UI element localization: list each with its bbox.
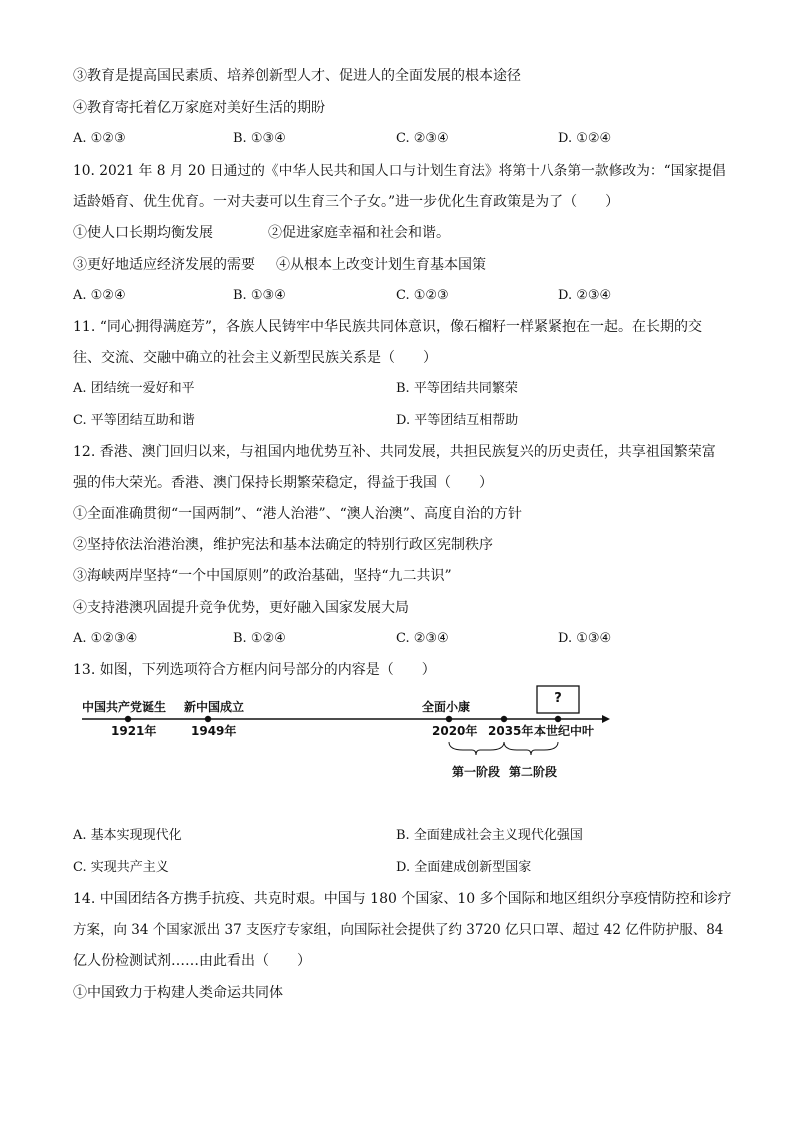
q9-option-c: C. ②③④ bbox=[396, 131, 449, 146]
stage-2-label: 第二阶段 bbox=[509, 765, 558, 779]
dot-1921 bbox=[125, 716, 131, 722]
stage-1-bracket bbox=[449, 742, 504, 755]
q12-option-b: B. ①②④ bbox=[233, 631, 286, 646]
q11-option-a: A. 团结统一爱好和平 bbox=[73, 381, 195, 396]
q13-stem: 13. 如图，下列选项符合方框内问号部分的内容是（ ） bbox=[73, 662, 436, 678]
q12-stem-line-2: 强的伟大荣光。香港、澳门保持长期繁荣稳定，得益于我国（ ） bbox=[73, 475, 493, 491]
year-label-1921: 1921年 bbox=[111, 724, 157, 738]
q10-statement-3: ③更好地适应经济发展的需要 bbox=[73, 257, 255, 273]
dot-mid-century bbox=[555, 716, 561, 722]
year-label-mid-century: 本世纪中叶 bbox=[534, 724, 595, 738]
q14-stem-line-2: 方案，向 34 个国家派出 37 支医疗专家组，向国际社会提供了约 3720 亿只口罩、超过 42 亿件防护服、84 bbox=[73, 922, 724, 938]
q13-option-c: C. 实现共产主义 bbox=[73, 860, 169, 875]
q9-option-b: B. ①③④ bbox=[233, 131, 286, 146]
timeline-figure bbox=[80, 684, 620, 784]
q12-stem-line-1: 12. 香港、澳门回归以来，与祖国内地优势互补、共同发展，共担民族复兴的历史责任，共享祖国繁荣富 bbox=[73, 444, 716, 460]
q10-stem-line-1: 10. 2021 年 8 月 20 日通过的《中华人民共和国人口与计划生育法》将第十八条第一款修改为：“国家提倡 bbox=[73, 163, 726, 179]
q12-option-d: D. ①③④ bbox=[558, 631, 612, 646]
q12-statement-3: ③海峡两岸坚持“一个中国原则”的政治基础，坚持“九二共识” bbox=[73, 568, 452, 584]
q11-stem-line-2: 往、交流、交融中确立的社会主义新型民族关系是（ ） bbox=[73, 350, 437, 366]
q9-statement-4: ④教育寄托着亿万家庭对美好生活的期盼 bbox=[73, 100, 325, 116]
q11-option-c: C. 平等团结互助和谐 bbox=[73, 413, 195, 428]
q9-option-d: D. ①②④ bbox=[558, 131, 612, 146]
q10-option-b: B. ①③④ bbox=[233, 288, 286, 303]
q13-option-a: A. 基本实现现代化 bbox=[73, 828, 182, 843]
q11-option-d: D. 平等团结互相帮助 bbox=[396, 413, 519, 428]
event-label-cpc: 中国共产党诞生 bbox=[82, 700, 167, 714]
year-label-2020: 2020年 bbox=[432, 724, 478, 738]
stage-2-bracket bbox=[504, 742, 558, 755]
q10-stem-line-2: 适龄婚育、优生优育。一对夫妻可以生育三个子女。”进一步优化生育政策是为了（ ） bbox=[73, 194, 620, 210]
q11-stem-line-1: 11. “同心拥得满庭芳”，各族人民铸牢中华民族共同体意识，像石榴籽一样紧紧抱在一起。在长期的交 bbox=[73, 319, 703, 335]
q10-statement-1: ①使人口长期均衡发展 bbox=[73, 225, 213, 241]
dot-1949 bbox=[205, 716, 211, 722]
q12-option-a: A. ①②③④ bbox=[73, 631, 138, 646]
q12-statement-1: ①全面准确贯彻“一国两制”、“港人治港”、“澳人治澳”、高度自治的方针 bbox=[73, 506, 522, 522]
q10-option-d: D. ②③④ bbox=[558, 288, 612, 303]
dot-2020 bbox=[446, 716, 452, 722]
q14-statement-1: ①中国致力于构建人类命运共同体 bbox=[73, 985, 283, 1001]
q12-option-c: C. ②③④ bbox=[396, 631, 449, 646]
q9-statement-3: ③教育是提高国民素质、培养创新型人才、促进人的全面发展的根本途径 bbox=[73, 68, 521, 84]
q14-stem-line-3: 亿人份检测试剂……由此看出（ ） bbox=[73, 953, 311, 969]
timeline-arrow bbox=[602, 715, 610, 723]
dot-2035 bbox=[501, 716, 507, 722]
q12-statement-4: ④支持港澳巩固提升竞争优势，更好融入国家发展大局 bbox=[73, 600, 409, 616]
q13-option-d: D. 全面建成创新型国家 bbox=[396, 860, 532, 875]
q12-statement-2: ②坚持依法治港治澳，维护宪法和基本法确定的特别行政区宪制秩序 bbox=[73, 537, 493, 553]
q10-statement-2: ②促进家庭幸福和社会和谐。 bbox=[268, 225, 450, 241]
event-label-xiaokang: 全面小康 bbox=[422, 700, 471, 714]
q14-stem-line-1: 14. 中国团结各方携手抗疫、共克时艰。中国与 180 个国家、10 多个国际和地区组织分享疫情防控和诊疗 bbox=[73, 891, 732, 907]
event-label-prc: 新中国成立 bbox=[184, 700, 245, 714]
question-mark: ? bbox=[554, 691, 562, 706]
q13-option-b: B. 全面建成社会主义现代化强国 bbox=[396, 828, 583, 843]
q10-statement-4: ④从根本上改变计划生育基本国策 bbox=[276, 257, 486, 273]
q11-option-b: B. 平等团结共同繁荣 bbox=[396, 381, 518, 396]
year-label-2035: 2035年 bbox=[488, 724, 534, 738]
stage-1-label: 第一阶段 bbox=[452, 765, 501, 779]
year-label-1949: 1949年 bbox=[191, 724, 237, 738]
q9-option-a: A. ①②③ bbox=[73, 131, 126, 146]
q10-option-a: A. ①②④ bbox=[73, 288, 126, 303]
q10-option-c: C. ①②③ bbox=[396, 288, 449, 303]
